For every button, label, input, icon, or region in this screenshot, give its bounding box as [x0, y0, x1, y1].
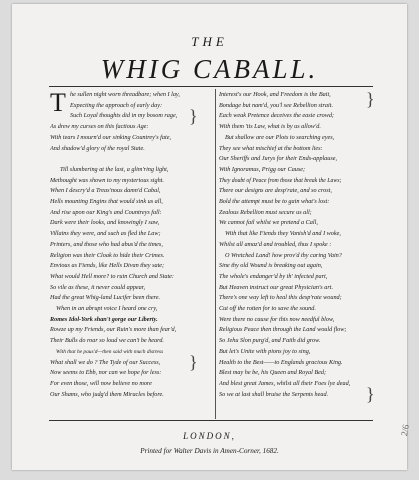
poem-line: When I descry'd a Treas'nous damn'd Cabal,	[50, 187, 161, 195]
poem-line: Hells mounting Engins that would sink us all,	[50, 198, 163, 206]
poem-line: he sullen night worn threadbare; when I lay,	[70, 91, 180, 98]
poem-line: They doubt of Peace from those that break the Laws;	[219, 177, 342, 184]
poem-line: Interest's our Hook, and Freedom is the Bait,	[219, 91, 331, 98]
poem-line: And shadow'd glory of the royal State.	[50, 144, 145, 152]
poem-line: Bold the attempt must be to gain what's lost:	[219, 198, 330, 206]
bottom-rule	[49, 420, 373, 421]
imprint-line: Printed for Walter Davis in Amen-Corner, 1682.	[140, 447, 279, 455]
title-line-1: THE	[191, 34, 228, 49]
poem-line: When in an abrupt voice I heard one cry,	[56, 305, 158, 313]
poem-line: Each weak Pretence deceives the easie crowd;	[219, 112, 334, 120]
brace-mark: }	[189, 352, 198, 372]
poem-line: What shall we do ? The Tyde of our Success,	[50, 358, 161, 366]
poem-line: Sine thy old Wound is breaking out again,	[219, 262, 323, 270]
poem-line: Rowze up my Friends, our Ruin's more than fear'd,	[50, 326, 177, 334]
brace-mark: }	[366, 384, 375, 404]
poem-line: Our Sheriffs and Jurys for their Ends-applause,	[219, 155, 338, 163]
poem-line: Religious Peace then through the Land would flow;	[219, 326, 347, 334]
poem-line: Envious as Fiends, like Hells Divan they sate;	[50, 262, 165, 270]
poem-line: So we at last shall bruise the Serpents head.	[219, 390, 329, 398]
poem-line: There our designs are desp'rate, and so crost,	[219, 187, 332, 195]
poem-line: Whilst all amaz'd and troubled, thus I spoke :	[219, 240, 332, 248]
poem-line: But let's Unite with pions joy to sing,	[219, 347, 311, 355]
poem-line: But Heaven instruct our great Physician's art.	[219, 283, 333, 291]
poem-line: And blest great James, whilst all their Foes lye dead,	[219, 379, 351, 387]
poem-line: Dark were their looks, and knowingly I saw,	[50, 219, 160, 227]
poem-line: Now seems to Ebb, nor can we hope for less:	[50, 369, 162, 377]
poem-line: Printers, and those who had abus'd the times,	[50, 240, 163, 248]
poem-line: With that like Fiends they Vanish'd and I woke,	[225, 230, 341, 238]
poem-line: So vile as these, it never could appear,	[50, 283, 146, 291]
poem-line: Religion was their Cloak to hide their Crimes.	[50, 251, 165, 259]
poem-line: The whole's endanger'd by th' infected part,	[219, 272, 328, 280]
poem-line: Our Shams, who judg'd them Miracles before.	[50, 390, 164, 398]
poem-line: Such Loyal thoughts did in my bosom rage,	[70, 112, 178, 120]
poem-line: O Wretched Land! how prov'd thy caring Vain?	[225, 251, 342, 259]
poem-line: Expecting the approach of early day:	[70, 101, 163, 109]
poem-line: With that he paus'd—then said with much distress	[56, 348, 164, 355]
drop-cap: T	[50, 88, 66, 117]
poem-line: We cannot fail whilst we pretend a Call,	[219, 219, 318, 227]
poem-line: Had the great Whig-land Lucifer been there.	[50, 294, 161, 302]
poem-line: Villains they were, and such as fled the Law;	[50, 230, 161, 238]
poem-line: With tears I mourn'd our sinking Countrey's fate,	[50, 133, 172, 141]
poem-line: There's one way left to heal this desp'rate wound;	[219, 294, 342, 302]
poem-line: Methought was shown to my mysterious sight.	[50, 176, 164, 184]
margin-note: 2/6	[399, 423, 411, 437]
brace-mark: }	[366, 89, 375, 109]
poem-line: Bondage but nam'd, you'l see Rebellion strait.	[219, 101, 334, 109]
poem-line: And rise upon our King's and Countreys fall:	[50, 208, 162, 216]
poem-line: Till slumbering at the last, a glim'ring light,	[60, 165, 169, 173]
poem-line: Zealous Rebellion must secure us all;	[219, 208, 312, 216]
brace-mark: }	[189, 106, 198, 126]
top-rule	[49, 86, 373, 87]
page-title: WHIG CABALL.	[100, 54, 319, 84]
poem-line: What would Hell more? to ruin Church and State:	[50, 272, 174, 280]
stanza	[219, 90, 377, 400]
poem-line: As drew my curses on this factious Age:	[50, 123, 149, 131]
poem-line: With Ignoramus, Prigg our Cause;	[219, 165, 306, 173]
poem-line: Blest may he be, his Queen and Royal Bed;	[219, 369, 327, 377]
poem-line: With them 'tis Law, what is by us allow'd.	[219, 123, 321, 131]
imprint-city: LONDON,	[183, 431, 236, 441]
poem-line: For even those, will now believe no more	[50, 379, 152, 387]
broadside-sheet	[12, 4, 407, 470]
poem-line: Health to the Best——to Englands gracious King.	[219, 358, 343, 366]
poem-line: Their Bulls do roar so loud we can't be heard.	[50, 337, 164, 345]
poem-line: They see what mischief at the bottom lies:	[219, 144, 323, 152]
poem-line: But shallow are our Plots to searching eyes,	[225, 133, 335, 141]
column-divider	[215, 89, 216, 419]
poem-line: So Jehu Slon purg'd, and Faith did grow.	[219, 337, 321, 345]
poem-line: Romes Idol-York shan't gorge our Liberty.	[50, 315, 158, 323]
poem-line: Were there no cause for this now needful blow,	[219, 315, 335, 323]
poem-line: Cut off the rotten for to save the sound.	[219, 305, 316, 313]
poem-right-column	[219, 90, 377, 400]
